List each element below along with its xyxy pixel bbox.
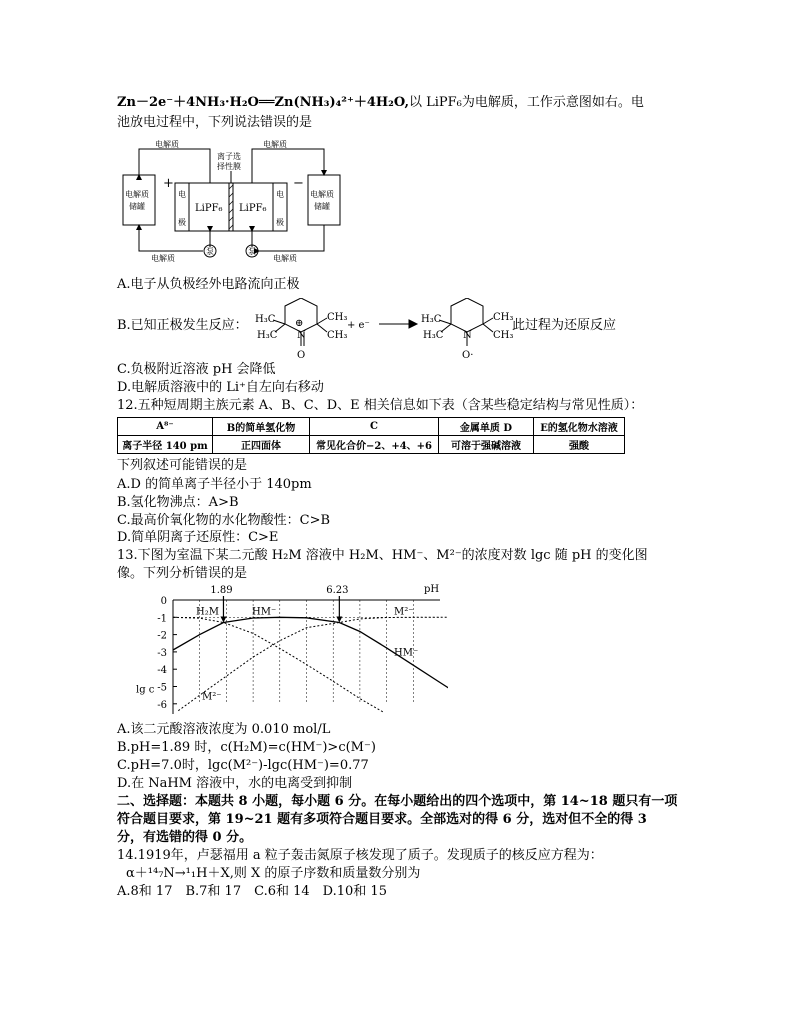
membrane-label-2: 择性膜	[217, 162, 241, 171]
flow-label-bottom-left: 电解质	[151, 254, 175, 263]
q14-equation: α＋¹⁴₇N→¹₁H＋X,则 X 的原子序数和质量数分别为	[126, 866, 421, 881]
table-cell-e: 强酸	[534, 436, 625, 454]
section2-line-1: 二、选择题：本题共 8 小题，每小题 6 分。在每小题给出的四个选项中，第 14~18 题只有一项	[117, 794, 678, 809]
table-row	[118, 436, 625, 454]
pka-annotation: 1.89	[210, 585, 233, 596]
right-oxygen-radical: O·	[462, 350, 474, 361]
right-h3c-top: H₃C	[421, 314, 442, 325]
q11-option-b-pre: B.已知正极发生反应：	[117, 318, 248, 333]
flow-label-top-right: 电解质	[263, 140, 287, 149]
right-h3c-bottom: H₃C	[423, 330, 444, 341]
right-electrode-label-a: 电	[276, 190, 284, 199]
left-cell-electrolyte: LiPF₆	[195, 203, 223, 214]
table-cell-c: 常见化合价−2、+4、+6	[310, 436, 439, 454]
table-cell-d: 可溶于强碱溶液	[439, 436, 534, 454]
left-h3c-top: H₃C	[255, 314, 276, 325]
left-oxplus: ⊕	[295, 318, 304, 329]
membrane-label-1: 离子选	[217, 152, 241, 161]
table-header-c: C	[310, 418, 439, 436]
reaction-structures	[255, 298, 515, 364]
q12-lead: 下列叙述可能错误的是	[117, 458, 248, 473]
battery-diagram	[115, 137, 365, 265]
table-cell-b: 正四面体	[213, 436, 310, 454]
section2-line-3: 分，有选错的得 0 分。	[117, 830, 253, 845]
lgc-ph-chart	[128, 582, 448, 718]
q13-option-d: D.在 NaHM 溶液中，水的电离受到抑制	[117, 776, 353, 791]
q11-option-b-post: 此过程为还原反应	[512, 318, 617, 333]
flow-label-bottom-right: 电解质	[273, 254, 297, 263]
table-header-a: A⁸⁻	[118, 418, 213, 436]
left-oxygen: O	[297, 350, 306, 361]
right-tank-label-2: 储罐	[314, 202, 330, 211]
q11-intro-rest: 以 LiPF₆为电解质，工作示意图如右。电	[408, 95, 644, 110]
q13-option-a: A.该二元酸溶液浓度为 0.010 mol/L	[117, 722, 331, 737]
table-header-d: 金属单质 D	[439, 418, 534, 436]
right-tank-label-1: 电解质	[310, 190, 334, 199]
series-label-h2m: H₂M	[196, 606, 219, 618]
q12-option-b: B.氢化物沸点：A>B	[117, 495, 239, 510]
left-nitrogen: N	[297, 330, 306, 341]
table-row	[118, 418, 625, 436]
positive-sign: +	[163, 176, 174, 191]
series-label-hm-top: HM⁻	[252, 606, 277, 618]
table-cell-a: 离子半径 140 pm	[118, 436, 213, 454]
y-axis-label: lg c	[136, 684, 155, 696]
right-pump-label: 泵	[248, 247, 256, 256]
q11-option-d: D.电解质溶液中的 Li⁺自左向右移动	[117, 380, 324, 395]
y-tick-label: 0	[160, 596, 167, 607]
right-ch3-top: CH₃	[493, 312, 514, 323]
left-ch3-bottom: CH₃	[327, 330, 348, 341]
q12-option-a: A.D 的简单离子半径小于 140pm	[117, 477, 312, 492]
left-tank-label-1: 电解质	[125, 190, 149, 199]
y-tick-label: -4	[157, 665, 167, 677]
q11-option-c: C.负极附近溶液 pH 会降低	[117, 362, 276, 377]
negative-sign: −	[293, 176, 304, 191]
flow-label-top-left: 电解质	[155, 140, 179, 149]
y-tick-label: -1	[157, 613, 167, 625]
q12-table	[117, 417, 625, 454]
y-tick-label: -3	[157, 647, 167, 659]
series-label-m2-bottom: M²⁻	[202, 691, 222, 703]
left-h3c-bottom: H₃C	[257, 330, 278, 341]
q13-stem-1: 13.下图为室温下某二元酸 H₂M 溶液中 H₂M、HM⁻、M²⁻的浓度对数 lgc 随 pH 的变化图	[117, 548, 648, 563]
left-electrode-label-b: 极	[178, 218, 186, 227]
q13-option-c: C.pH=7.0时，lgc(M²⁻)-lgc(HM⁻)=0.77	[117, 758, 369, 773]
q14-options: A.8和 17 B.7和 17 C.6和 14 D.10和 15	[117, 884, 387, 899]
section2-line-2: 符合题目要求，第 19~21 题有多项符合题目要求。全部选对的得 6 分，选对但不全的得 3	[117, 812, 647, 827]
q11-line2: 池放电过程中，下列说法错误的是	[117, 115, 313, 130]
table-header-e: E的氢化物水溶液	[534, 418, 625, 436]
y-tick-label: -2	[157, 630, 167, 642]
q11-intro	[117, 95, 644, 111]
electron-term: + e⁻	[347, 320, 370, 331]
right-nitrogen: N	[463, 330, 472, 341]
series-label-hm-right: HM⁻	[394, 647, 419, 659]
right-ch3-bottom: CH₃	[493, 330, 514, 341]
series-label-m2-top: M²⁻	[394, 606, 414, 618]
left-electrode-label-a: 电	[178, 190, 186, 199]
q11-option-a: A.电子从负极经外电路流向正极	[117, 277, 300, 292]
left-tank-label-2: 储罐	[129, 202, 145, 211]
x-axis-label: pH	[424, 584, 440, 595]
table-header-b: B的简单氢化物	[213, 418, 310, 436]
q12-option-d: D.简单阴离子还原性：C>E	[117, 530, 279, 545]
right-cell-electrolyte: LiPF₆	[239, 203, 267, 214]
right-electrode-label-b: 极	[276, 218, 284, 227]
pka-annotation: 6.23	[326, 585, 349, 596]
left-ch3-top: CH₃	[327, 312, 348, 323]
q13-option-b: B.pH=1.89 时，c(H₂M)=c(HM⁻)>c(M⁻)	[117, 740, 376, 755]
q13-stem-2: 像。下列分析错误的是	[117, 566, 248, 581]
q12-stem: 12.五种短周期主族元素 A、B、C、D、E 相关信息如下表（含某些稳定结构与常见性质）：	[117, 398, 644, 413]
q11-equation: Zn－2e⁻＋4NH₃·H₂O══Zn(NH₃)₄²⁺＋4H₂O,	[117, 95, 409, 110]
q12-option-c: C.最高价氧化物的水化物酸性：C>B	[117, 513, 331, 528]
q14-stem: 14.1919年，卢瑟福用 a 粒子轰击氮原子核发现了质子。发现质子的核反应方程为：	[117, 848, 603, 863]
y-tick-label: -6	[157, 699, 167, 711]
y-tick-label: -5	[157, 682, 167, 694]
left-pump-label: 泵	[206, 247, 214, 256]
